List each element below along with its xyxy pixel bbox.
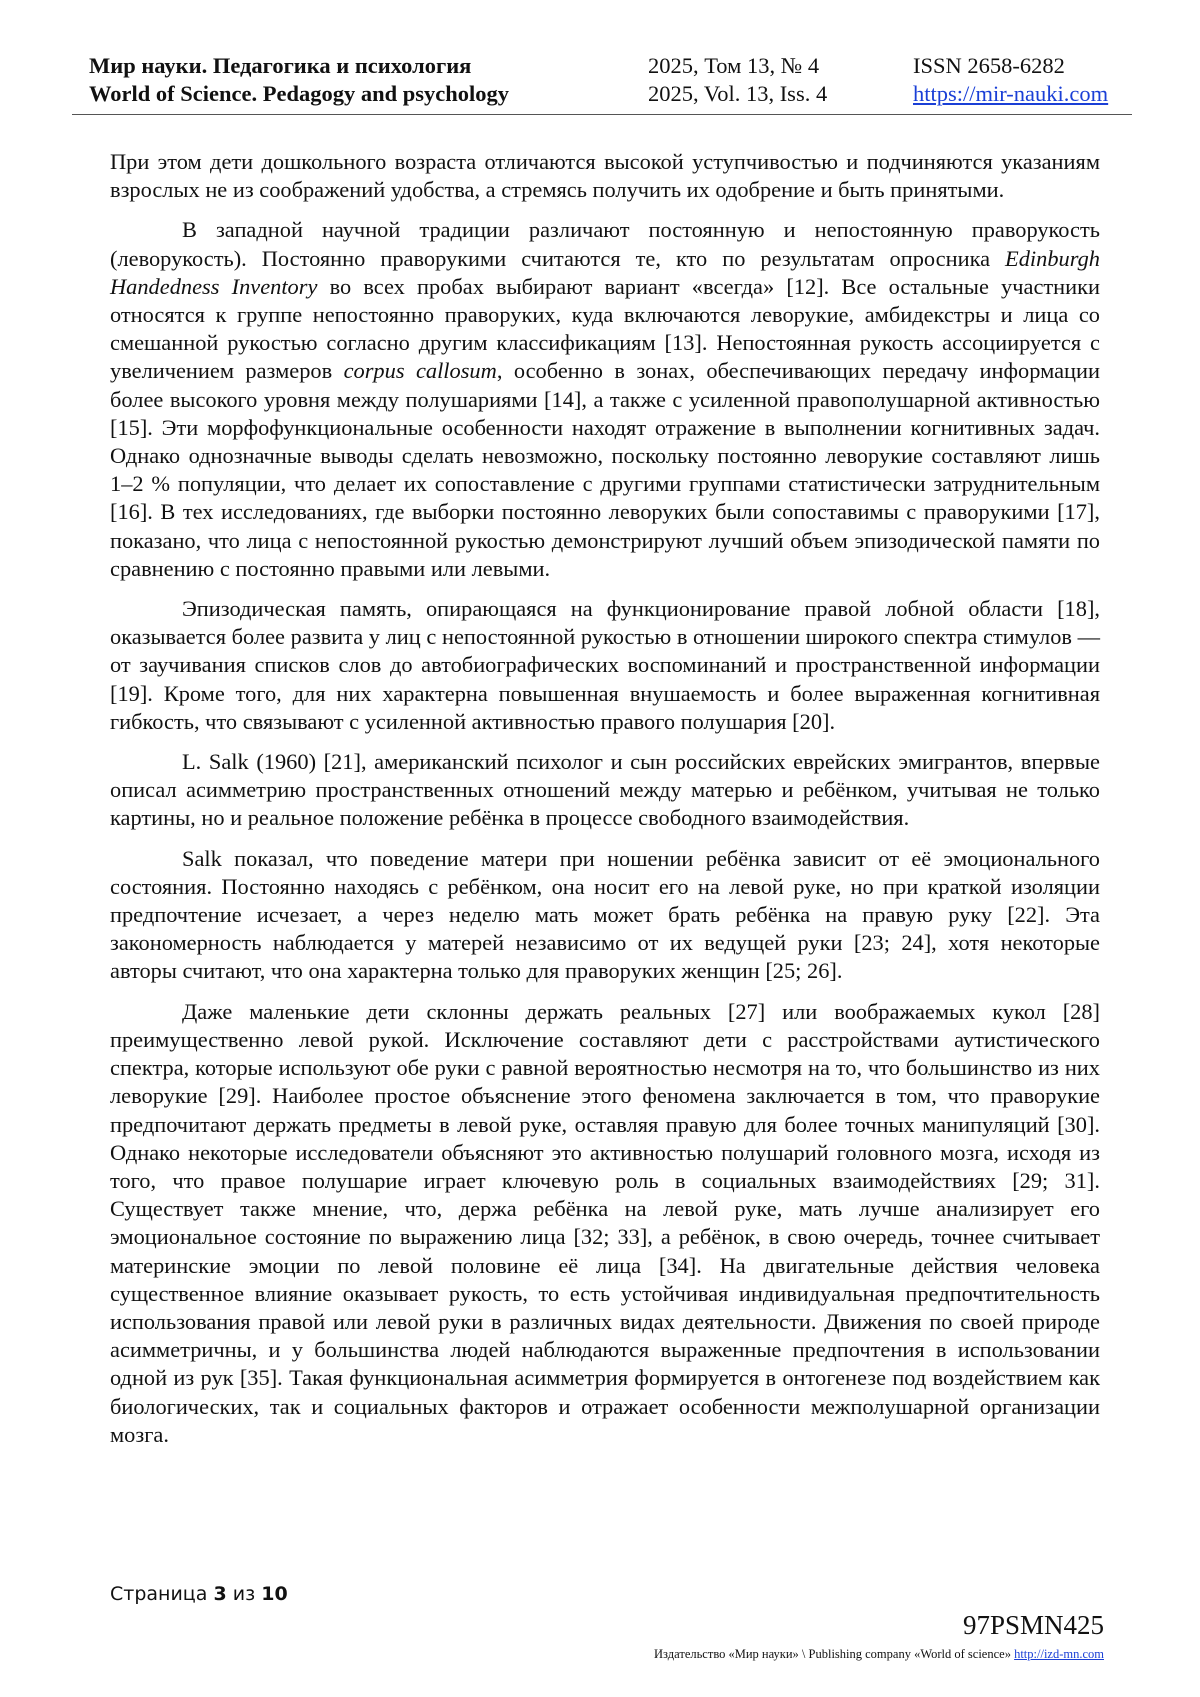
journal-url-link[interactable]: https://mir-nauki.com (913, 81, 1109, 106)
page-current: 3 (213, 1583, 227, 1605)
paragraph-2-part-3: , особенно в зонах, обеспечивающих передачу информации более высокого уровня между полушариями [14], а также с усиленной правополушарной активностью [15]. Эти морфофункциональные особенности находят отражение в выполнении когнитивных задач. Однако однозначные выводы сделать невозможно, поскольку постоянно леворукие составляют лишь 1–2 % популяции, что делает их сопоставление с другими группами статистически затруднительным [16]. В тех исследованиях, где выборки постоянно леворуких были сопоставимы с праворукими [17], показано, что лица с непостоянной рукостью демонстрируют лучший объем эпизодической памяти по сравнению с постоянно правыми или левыми. (110, 358, 1100, 581)
journal-title-ru: Мир науки. Педагогика и психология (89, 53, 472, 78)
page-total: 10 (261, 1583, 288, 1605)
journal-title-en: World of Science. Pedagogy and psychology (89, 81, 510, 106)
article-code: 97PSMN425 (962, 1610, 1104, 1640)
article-body (110, 148, 1100, 1461)
issn: ISSN 2658-6282 (913, 53, 1065, 78)
page-word: Страница (110, 1583, 208, 1605)
page-of-word: из (232, 1583, 256, 1605)
publisher-link[interactable]: http://izd-mn.com (1014, 1647, 1104, 1661)
inventory-name-italic: Edinburgh Handedness Inventory (110, 245, 1100, 299)
publisher-line (654, 1647, 1104, 1662)
issue-block (648, 52, 827, 108)
paragraph-3: Эпизодическая память, опирающаяся на функционирование правой лобной области [18], оказывается более развита у лиц с непостоянной рукостью в отношении широкого спектра стимулов — от заучивания списков слов до автобиографических воспоминаний и пространственной информации [19]. Кроме того, для них характерна повышенная внушаемость и более выраженная когнитивная гибкость, что связывают с усиленной активностью правого полушария [20]. (110, 596, 1100, 734)
paragraph-4: L. Salk (1960) [21], американский психолог и сын российских еврейских эмигрантов, впервые описал асимметрию пространственных отношений между матерью и ребёнком, учитывая не только картины, но и реальное положение ребёнка в процессе свободного взаимодействия. (110, 749, 1100, 831)
paragraph-2-part-1: В западной научной традиции различают постоянную и непостоянную праворукость (леворукость). Постоянно праворукими считаются те, кто по результатам опросника (110, 217, 1100, 271)
paragraph-2 (110, 216, 1100, 583)
issn-block (913, 52, 1108, 108)
page-header (72, 50, 1132, 115)
paragraph-5: Salk показал, что поведение матери при ношении ребёнка зависит от её эмоционального состояния. Постоянно находясь с ребёнком, она носит его на левой руке, но при краткой изоляции предпочтение исчезает, а через неделю мать может брать ребёнка на правую руку [22]. Эта закономерность наблюдается у матерей независимо от их ведущей руки [23; 24], хотя некоторые авторы считают, что она характерна только для праворуких женщин [25; 26]. (110, 845, 1100, 984)
corpus-callosum-italic: corpus callosum (343, 358, 497, 384)
issue-ru: 2025, Том 13, № 4 (648, 53, 820, 78)
paragraph-6: Даже маленькие дети склонны держать реальных [27] или воображаемых кукол [28] преимущественно левой рукой. Исключение составляют дети с расстройствами аутистического спектра, которые используют обе руки с равной вероятностью несмотря на то, что большинство из них леворукие [29]. Наиболее простое объяснение этого феномена заключается в том, что праворукие предпочитают держать предметы в левой руке, оставляя правую для более точных манипуляций [30]. Однако некоторые исследователи объясняют это активностью полушарий головного мозга, исходя из того, что правое полушарие играет ключевую роль в социальных взаимодействиях [29; 31]. Существует также мнение, что, держа ребёнка на левой руке, мать лучше анализирует его эмоциональное состояние по выражению лица [32; 33], а ребёнок, в свою очередь, точнее считывает материнские эмоции по левой половине её лица [34]. На двигательные действия человека существенное влияние оказывает рукость, то есть устойчивая индивидуальная предпочтительность использования правой или левой руки в различных видах деятельности. Движения по своей природе асимметричны, и у большинства людей наблюдаются выраженные предпочтения в использовании одной из рук [35]. Такая функциональная асимметрия формируется в онтогенезе под воздействием как биологических, так и социальных факторов и отражает особенности межполушарной организации мозга. (110, 998, 1100, 1447)
paragraph-1: При этом дети дошкольного возраста отличаются высокой уступчивостью и подчиняются указаниям взрослых не из соображений удобства, а стремясь получить их одобрение и быть принятыми. (110, 149, 1100, 203)
paragraph-2-part-2: во всех пробах выбирают вариант «всегда» [12]. Все остальные участники относятся к группе непостоянно праворуких, куда включаются леворукие, амбидекстры и лица со смешанной рукостью согласно другим классификациям [13]. Непостоянная рукость ассоциируется с увеличением размеров (110, 273, 1100, 384)
journal-title-block (89, 52, 509, 108)
publisher-text: Издательство «Мир науки» \ Publishing company «World of science» (654, 1647, 1011, 1661)
page-number (110, 1583, 288, 1605)
issue-en: 2025, Vol. 13, Iss. 4 (648, 81, 828, 106)
